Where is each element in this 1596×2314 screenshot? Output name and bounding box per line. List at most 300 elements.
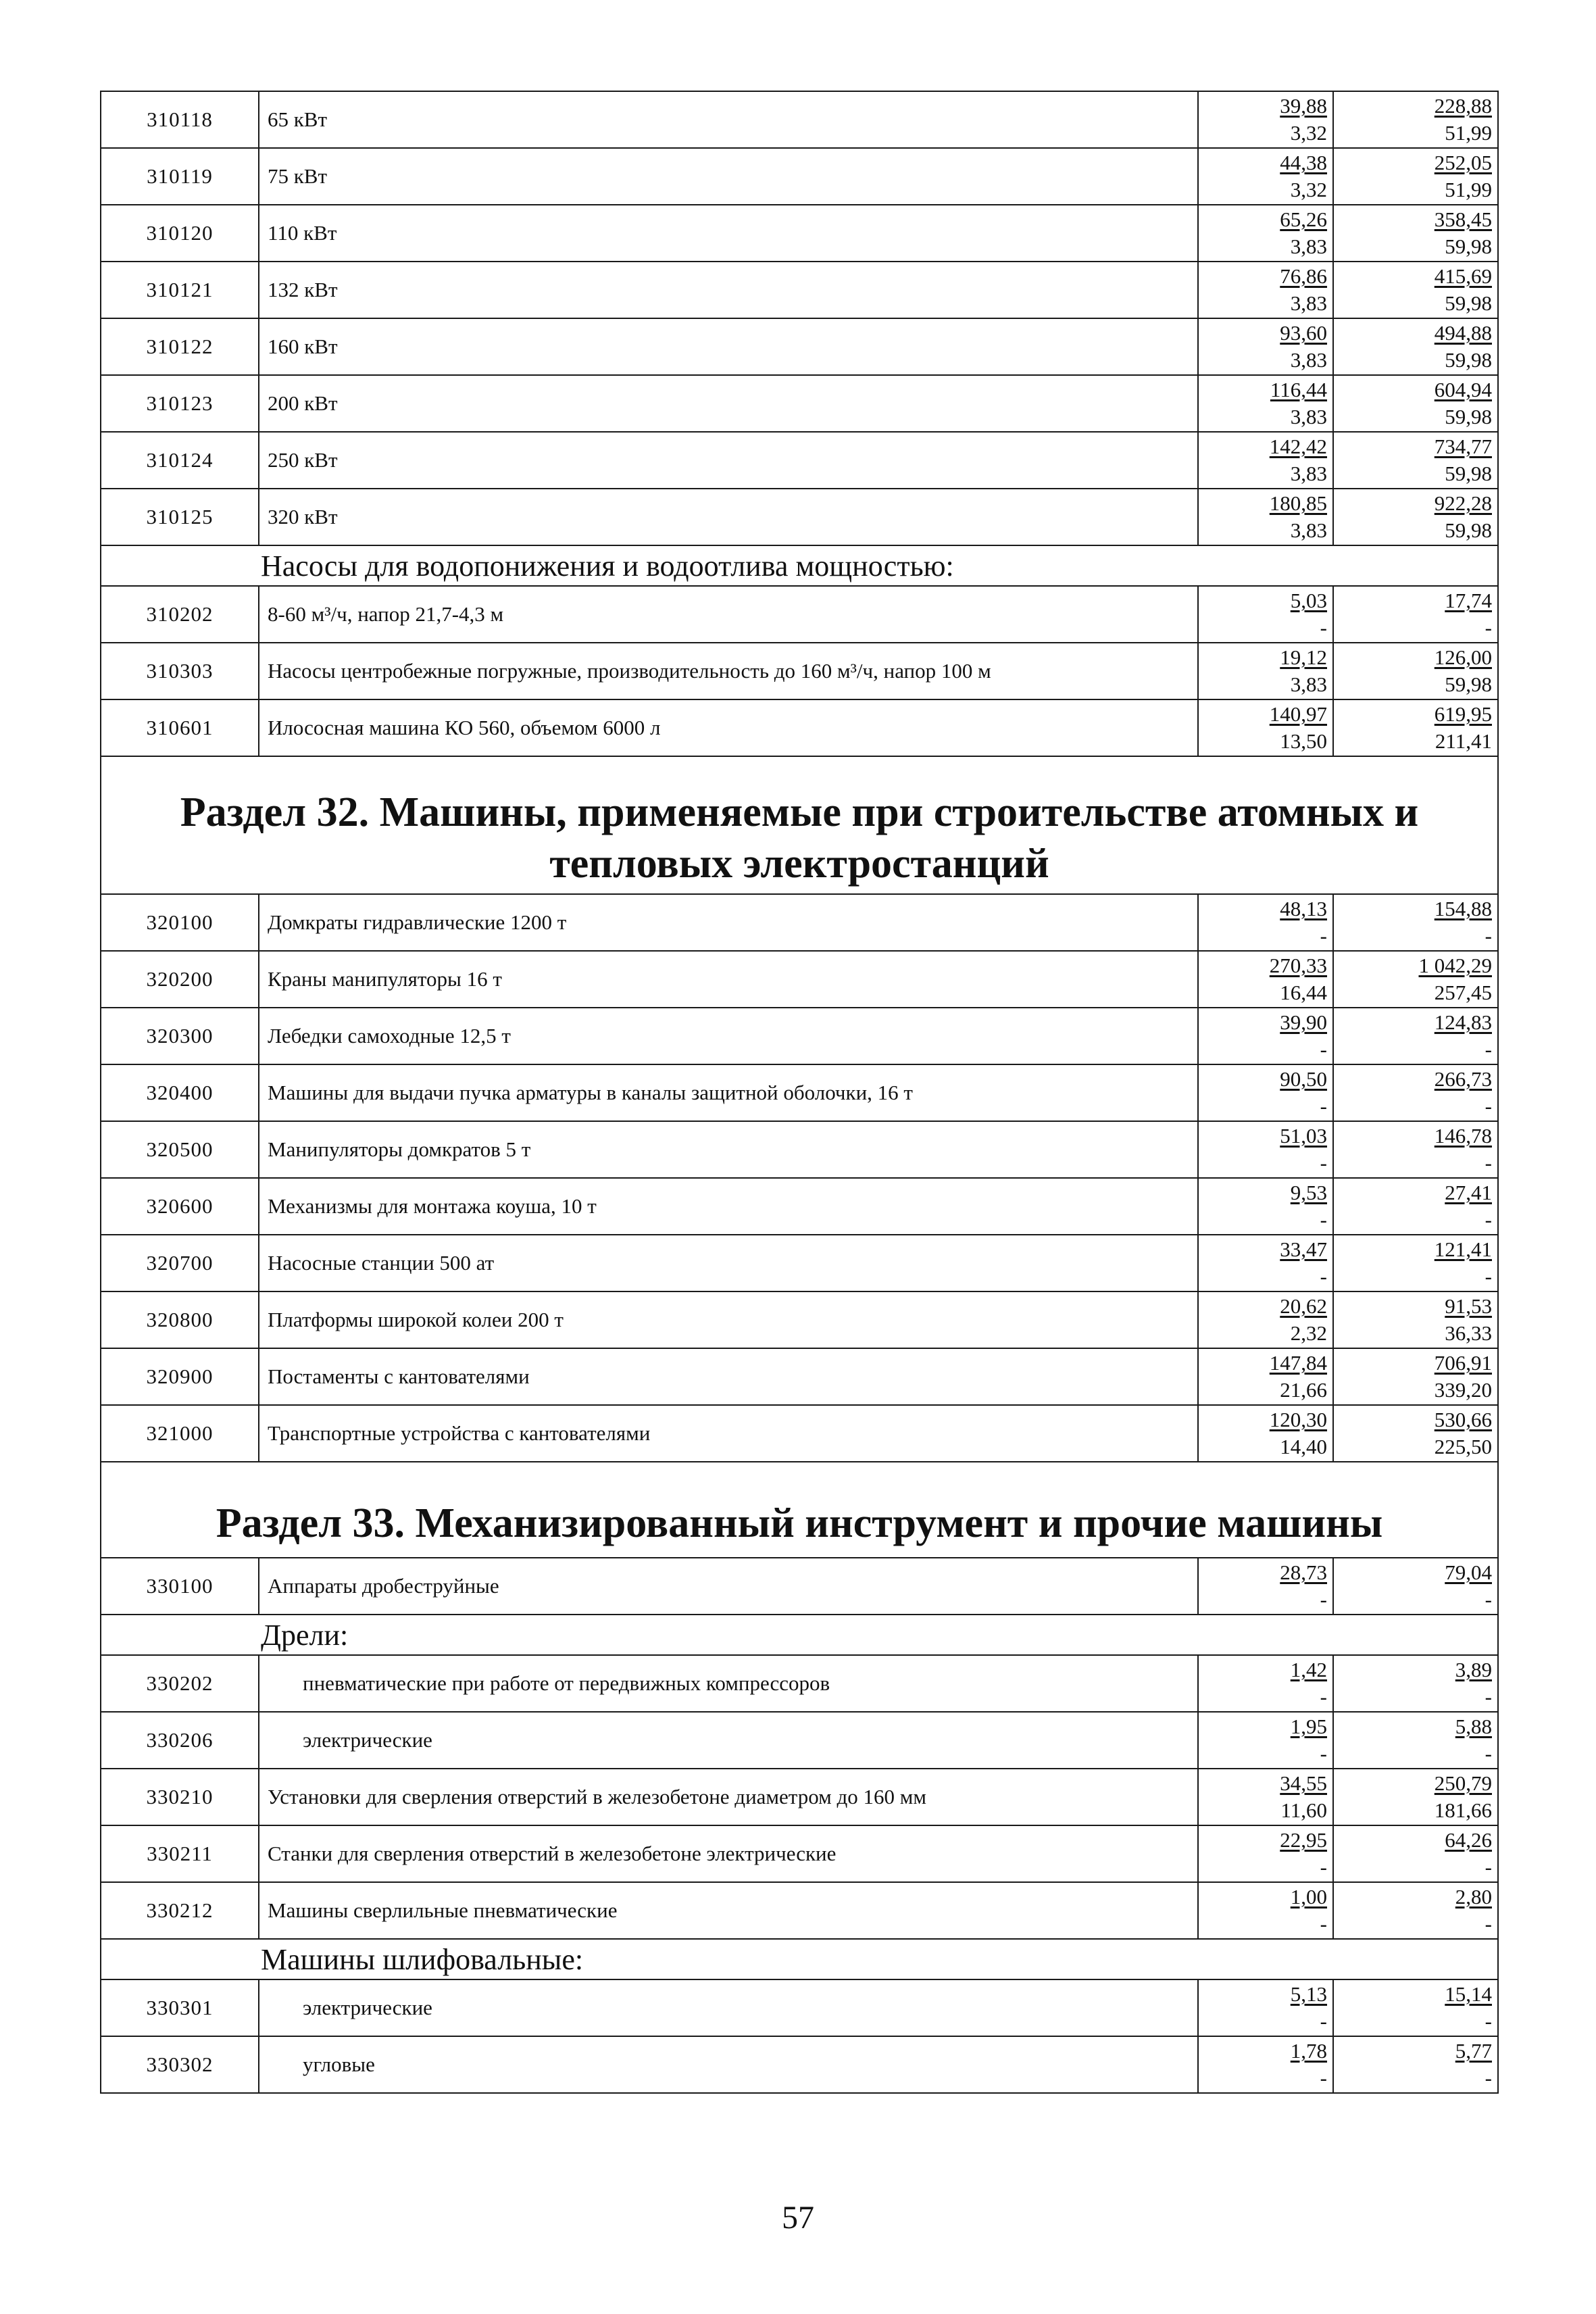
row-v2-cell: [1333, 148, 1498, 205]
table-row: [101, 1882, 1498, 1939]
value-pair: [1334, 1008, 1497, 1064]
row-name: 132 кВт: [259, 262, 1198, 318]
row-code: 330302: [101, 2036, 259, 2093]
row-v2-cell: [1333, 1291, 1498, 1348]
row-v1-cell: [1198, 318, 1333, 375]
value-pair: [1334, 1065, 1497, 1121]
row-v1-cell: [1198, 489, 1333, 545]
table-row: [101, 148, 1498, 205]
value-bottom: 59,98: [1445, 672, 1492, 696]
row-code: 310123: [101, 375, 259, 432]
row-name: Станки для сверления отверстий в железобетоне электрические: [259, 1825, 1198, 1882]
row-code: 310202: [101, 586, 259, 643]
value-bottom: -: [1320, 1912, 1327, 1936]
row-code: 330202: [101, 1655, 259, 1712]
value-top: 27,41: [1445, 1181, 1492, 1204]
table-row: [101, 1558, 1498, 1615]
value-bottom: -: [1320, 1742, 1327, 1765]
value-pair: [1199, 1179, 1332, 1234]
row-name: 75 кВт: [259, 148, 1198, 205]
value-pair: [1334, 1713, 1497, 1768]
value-bottom: -: [1320, 1685, 1327, 1708]
value-pair: [1334, 489, 1497, 545]
row-name: Платформы широкой колеи 200 т: [259, 1291, 1198, 1348]
value-top: 126,00: [1434, 645, 1492, 669]
value-bottom: 59,98: [1445, 235, 1492, 258]
value-top: 34,55: [1280, 1771, 1327, 1795]
value-pair: [1334, 149, 1497, 204]
table-row: [101, 951, 1498, 1008]
row-v1-cell: [1198, 2036, 1333, 2093]
value-pair: [1334, 1235, 1497, 1291]
row-name: 110 кВт: [259, 205, 1198, 262]
value-bottom: 59,98: [1445, 291, 1492, 315]
row-name: 200 кВт: [259, 375, 1198, 432]
row-v2-cell: [1333, 1178, 1498, 1235]
value-top: 120,30: [1269, 1408, 1327, 1431]
block-drills: [101, 1655, 1498, 1769]
row-name: Машины сверлильные пневматические: [259, 1882, 1198, 1939]
row-v2-cell: [1333, 1348, 1498, 1405]
row-code: 330206: [101, 1712, 259, 1769]
value-bottom: 3,83: [1290, 518, 1327, 542]
value-top: 1,00: [1290, 1885, 1327, 1909]
row-v1-cell: [1198, 1882, 1333, 1939]
row-v1-cell: [1198, 205, 1333, 262]
value-bottom: 16,44: [1280, 981, 1327, 1004]
value-pair: [1334, 1349, 1497, 1404]
value-pair: [1199, 489, 1332, 545]
value-bottom: 3,83: [1290, 462, 1327, 485]
row-v2-cell: [1333, 643, 1498, 699]
value-top: 44,38: [1280, 151, 1327, 174]
table-row: [101, 1348, 1498, 1405]
value-pair: [1199, 1980, 1332, 2036]
table-row: [101, 1178, 1498, 1235]
row-code: 310303: [101, 643, 259, 699]
value-bottom: -: [1320, 1264, 1327, 1288]
value-pair: [1199, 1235, 1332, 1291]
value-pair: [1334, 1980, 1497, 2036]
row-code: 310124: [101, 432, 259, 489]
row-v2-cell: [1333, 699, 1498, 756]
value-pair: [1199, 895, 1332, 950]
value-top: 64,26: [1445, 1828, 1492, 1852]
table-row: [101, 1979, 1498, 2036]
value-pair: [1334, 1558, 1497, 1614]
value-bottom: -: [1485, 1264, 1492, 1288]
value-pair: [1334, 1179, 1497, 1234]
row-name: Постаменты с кантователями: [259, 1348, 1198, 1405]
row-name: Аппараты дробеструйные: [259, 1558, 1198, 1615]
value-top: 22,95: [1280, 1828, 1327, 1852]
value-bottom: 339,20: [1434, 1378, 1492, 1402]
table-row: [101, 1405, 1498, 1462]
row-v2-cell: [1333, 951, 1498, 1008]
row-v1-cell: [1198, 148, 1333, 205]
row-v2-cell: [1333, 1405, 1498, 1462]
value-top: 91,53: [1445, 1294, 1492, 1318]
row-v2-cell: [1333, 1558, 1498, 1615]
value-pair: [1199, 1406, 1332, 1461]
value-bottom: -: [1485, 2009, 1492, 2033]
table-row: [101, 643, 1498, 699]
value-bottom: 21,66: [1280, 1378, 1327, 1402]
row-v2-cell: [1333, 586, 1498, 643]
row-code: 310122: [101, 318, 259, 375]
row-name: Установки для сверления отверстий в железобетоне диаметром до 160 мм: [259, 1769, 1198, 1825]
value-bottom: 3,32: [1290, 178, 1327, 201]
row-v1-cell: [1198, 375, 1333, 432]
value-bottom: -: [1485, 616, 1492, 639]
row-code: 310118: [101, 91, 259, 148]
value-top: 20,62: [1280, 1294, 1327, 1318]
value-pair: [1199, 700, 1332, 756]
table-row: [101, 1235, 1498, 1291]
row-name: угловые: [259, 2036, 1198, 2093]
row-name: Транспортные устройства с кантователями: [259, 1405, 1198, 1462]
row-code: 330100: [101, 1558, 259, 1615]
row-v1-cell: [1198, 1121, 1333, 1178]
value-pair: [1199, 1122, 1332, 1177]
value-bottom: -: [1485, 1587, 1492, 1611]
value-bottom: -: [1320, 2009, 1327, 2033]
value-top: 619,95: [1434, 702, 1492, 726]
value-pair: [1334, 1826, 1497, 1881]
block-section-32: [101, 894, 1498, 1462]
row-code: 330211: [101, 1825, 259, 1882]
row-name: 250 кВт: [259, 432, 1198, 489]
value-bottom: 3,83: [1290, 405, 1327, 428]
value-bottom: 11,60: [1280, 1798, 1327, 1822]
value-top: 2,80: [1455, 1885, 1492, 1909]
document-page: [100, 91, 1497, 2094]
value-pair: [1334, 1769, 1497, 1825]
value-pair: [1199, 1656, 1332, 1711]
section-32-group: [101, 756, 1498, 894]
value-pair: [1334, 262, 1497, 318]
value-pair: [1199, 1769, 1332, 1825]
value-bottom: 59,98: [1445, 518, 1492, 542]
table-row: [101, 894, 1498, 951]
row-v1-cell: [1198, 432, 1333, 489]
value-pair: [1199, 1292, 1332, 1348]
row-code: 321000: [101, 1405, 259, 1462]
value-pair: [1199, 205, 1332, 261]
value-pair: [1199, 1713, 1332, 1768]
value-pair: [1334, 1883, 1497, 1938]
row-name: 8-60 м³/ч, напор 21,7-4,3 м: [259, 586, 1198, 643]
value-bottom: -: [1485, 1151, 1492, 1175]
row-v1-cell: [1198, 643, 1333, 699]
value-bottom: -: [1320, 1151, 1327, 1175]
table-row: [101, 699, 1498, 756]
heading-drills-group: [101, 1615, 1498, 1655]
value-bottom: -: [1320, 1094, 1327, 1118]
value-bottom: -: [1320, 924, 1327, 947]
value-top: 530,66: [1434, 1408, 1492, 1431]
section-33-group: [101, 1462, 1498, 1558]
row-v2-cell: [1333, 262, 1498, 318]
row-v2-cell: [1333, 1882, 1498, 1939]
table-row: [101, 318, 1498, 375]
value-pair: [1334, 319, 1497, 374]
table-row: [101, 1712, 1498, 1769]
value-pair: [1199, 1826, 1332, 1881]
table-row: [101, 489, 1498, 545]
value-bottom: 2,32: [1290, 1321, 1327, 1345]
table-row: [101, 586, 1498, 643]
value-bottom: 59,98: [1445, 462, 1492, 485]
value-bottom: 59,98: [1445, 348, 1492, 372]
value-bottom: -: [1485, 1912, 1492, 1936]
row-v1-cell: [1198, 699, 1333, 756]
value-top: 1,78: [1290, 2039, 1327, 2063]
value-top: 706,91: [1434, 1351, 1492, 1375]
value-pair: [1334, 376, 1497, 431]
value-bottom: -: [1485, 1855, 1492, 1879]
value-top: 79,04: [1445, 1560, 1492, 1584]
row-v2-cell: [1333, 2036, 1498, 2093]
row-v1-cell: [1198, 1769, 1333, 1825]
row-code: 320200: [101, 951, 259, 1008]
value-top: 5,13: [1290, 1982, 1327, 2006]
value-bottom: -: [1485, 1208, 1492, 1231]
value-top: 121,41: [1434, 1237, 1492, 1261]
row-code: 320900: [101, 1348, 259, 1405]
value-top: 604,94: [1434, 378, 1492, 401]
row-v1-cell: [1198, 951, 1333, 1008]
table-row: [101, 1291, 1498, 1348]
block-section-33-a: [101, 1558, 1498, 1615]
value-top: 154,88: [1434, 897, 1492, 920]
value-top: 1,95: [1290, 1715, 1327, 1738]
value-top: 1 042,29: [1418, 954, 1492, 977]
row-v1-cell: [1198, 1558, 1333, 1615]
value-bottom: 13,50: [1280, 729, 1327, 753]
row-v1-cell: [1198, 1655, 1333, 1712]
value-top: 146,78: [1434, 1124, 1492, 1148]
value-bottom: -: [1320, 616, 1327, 639]
row-code: 330212: [101, 1882, 259, 1939]
row-v2-cell: [1333, 91, 1498, 148]
row-code: 310120: [101, 205, 259, 262]
row-v2-cell: [1333, 205, 1498, 262]
row-name: пневматические при работе от передвижных компрессоров: [259, 1655, 1198, 1712]
row-code: 330301: [101, 1979, 259, 2036]
row-code: 310601: [101, 699, 259, 756]
value-top: 5,88: [1455, 1715, 1492, 1738]
value-pair: [1199, 587, 1332, 642]
row-v2-cell: [1333, 894, 1498, 951]
value-pair: [1199, 1883, 1332, 1938]
row-code: 320400: [101, 1064, 259, 1121]
row-code: 310119: [101, 148, 259, 205]
row-v2-cell: [1333, 318, 1498, 375]
value-bottom: -: [1485, 2066, 1492, 2090]
price-table: [100, 91, 1499, 2094]
row-name: Краны манипуляторы 16 т: [259, 951, 1198, 1008]
row-code: 320800: [101, 1291, 259, 1348]
value-top: 90,50: [1280, 1067, 1327, 1091]
row-v2-cell: [1333, 1769, 1498, 1825]
value-pair: [1199, 1558, 1332, 1614]
value-bottom: 14,40: [1280, 1435, 1327, 1458]
value-top: 39,90: [1280, 1010, 1327, 1034]
value-pair: [1199, 433, 1332, 488]
row-code: 310121: [101, 262, 259, 318]
value-top: 266,73: [1434, 1067, 1492, 1091]
row-code: 320600: [101, 1178, 259, 1235]
row-v1-cell: [1198, 91, 1333, 148]
value-bottom: -: [1320, 2066, 1327, 2090]
row-v1-cell: [1198, 1979, 1333, 2036]
row-code: 320300: [101, 1008, 259, 1064]
value-pair: [1199, 376, 1332, 431]
row-v1-cell: [1198, 1348, 1333, 1405]
value-top: 5,03: [1290, 589, 1327, 612]
value-top: 76,86: [1280, 264, 1327, 288]
value-bottom: -: [1485, 1037, 1492, 1061]
row-v2-cell: [1333, 489, 1498, 545]
row-code: 320500: [101, 1121, 259, 1178]
value-top: 415,69: [1434, 264, 1492, 288]
value-pair: [1199, 92, 1332, 147]
value-top: 1,42: [1290, 1658, 1327, 1681]
value-top: 250,79: [1434, 1771, 1492, 1795]
value-bottom: 211,41: [1435, 729, 1492, 753]
value-pair: [1199, 952, 1332, 1007]
value-top: 252,05: [1434, 151, 1492, 174]
row-v1-cell: [1198, 1712, 1333, 1769]
value-top: 65,26: [1280, 207, 1327, 231]
value-bottom: -: [1485, 924, 1492, 947]
value-top: 180,85: [1269, 491, 1327, 515]
row-v2-cell: [1333, 1064, 1498, 1121]
value-bottom: 3,83: [1290, 291, 1327, 315]
value-top: 28,73: [1280, 1560, 1327, 1584]
value-bottom: 257,45: [1434, 981, 1492, 1004]
value-bottom: -: [1320, 1855, 1327, 1879]
row-name: Илососная машина КО 560, объемом 6000 л: [259, 699, 1198, 756]
value-top: 358,45: [1434, 207, 1492, 231]
row-code: 320100: [101, 894, 259, 951]
row-v2-cell: [1333, 1712, 1498, 1769]
block-pumps: [101, 586, 1498, 756]
table-row: [101, 1008, 1498, 1064]
value-pair: [1199, 1065, 1332, 1121]
value-top: 33,47: [1280, 1237, 1327, 1261]
value-pair: [1334, 2037, 1497, 2092]
value-pair: [1199, 1349, 1332, 1404]
row-name: Домкраты гидравлические 1200 т: [259, 894, 1198, 951]
value-bottom: -: [1320, 1208, 1327, 1231]
value-top: 93,60: [1280, 321, 1327, 345]
row-v2-cell: [1333, 1979, 1498, 2036]
value-pair: [1334, 587, 1497, 642]
value-pair: [1334, 1406, 1497, 1461]
value-pair: [1334, 700, 1497, 756]
row-code: 330210: [101, 1769, 259, 1825]
value-top: 3,89: [1455, 1658, 1492, 1681]
heading-pumps: Насосы для водопонижения и водоотлива мощностью:: [101, 545, 1498, 586]
row-v2-cell: [1333, 432, 1498, 489]
row-name: Манипуляторы домкратов 5 т: [259, 1121, 1198, 1178]
row-v1-cell: [1198, 1178, 1333, 1235]
table-row: [101, 91, 1498, 148]
section-32-title: Раздел 32. Машины, применяемые при строительстве атомных и тепловых электростанций: [101, 756, 1498, 894]
table-row: [101, 2036, 1498, 2093]
row-v2-cell: [1333, 1121, 1498, 1178]
value-bottom: 3,32: [1290, 121, 1327, 145]
table-row: [101, 1121, 1498, 1178]
row-v1-cell: [1198, 894, 1333, 951]
value-pair: [1199, 319, 1332, 374]
table-row: [101, 205, 1498, 262]
row-name: электрические: [259, 1712, 1198, 1769]
row-v1-cell: [1198, 1825, 1333, 1882]
value-pair: [1334, 1292, 1497, 1348]
value-pair: [1199, 2037, 1332, 2092]
value-bottom: 3,83: [1290, 348, 1327, 372]
value-top: 15,14: [1445, 1982, 1492, 2006]
value-top: 494,88: [1434, 321, 1492, 345]
value-pair: [1334, 895, 1497, 950]
row-v2-cell: [1333, 1235, 1498, 1291]
value-top: 734,77: [1434, 435, 1492, 458]
row-v1-cell: [1198, 586, 1333, 643]
block-drilling-machines: [101, 1769, 1498, 1939]
value-top: 51,03: [1280, 1124, 1327, 1148]
value-top: 5,77: [1455, 2039, 1492, 2063]
table-row: [101, 1064, 1498, 1121]
page-number: 57: [782, 2200, 814, 2236]
row-v2-cell: [1333, 375, 1498, 432]
value-top: 228,88: [1434, 94, 1492, 118]
row-name: Механизмы для монтажа коуша, 10 т: [259, 1178, 1198, 1235]
row-name: 320 кВт: [259, 489, 1198, 545]
value-top: 124,83: [1434, 1010, 1492, 1034]
row-name: 160 кВт: [259, 318, 1198, 375]
table-row: [101, 1825, 1498, 1882]
row-v1-cell: [1198, 1064, 1333, 1121]
row-v2-cell: [1333, 1655, 1498, 1712]
value-pair: [1334, 92, 1497, 147]
table-row: [101, 262, 1498, 318]
value-top: 142,42: [1269, 435, 1327, 458]
value-bottom: -: [1485, 1742, 1492, 1765]
value-pair: [1199, 149, 1332, 204]
value-pair: [1334, 952, 1497, 1007]
value-pair: [1334, 1656, 1497, 1711]
value-bottom: -: [1485, 1685, 1492, 1708]
value-top: 48,13: [1280, 897, 1327, 920]
row-name: 65 кВт: [259, 91, 1198, 148]
section-33-title: Раздел 33. Механизированный инструмент и прочие машины: [101, 1462, 1498, 1558]
value-top: 19,12: [1280, 645, 1327, 669]
value-bottom: 59,98: [1445, 405, 1492, 428]
row-code: 310125: [101, 489, 259, 545]
row-v1-cell: [1198, 1008, 1333, 1064]
block-pumps-by-power: [101, 91, 1498, 545]
row-name: Насосы центробежные погружные, производительность до 160 м³/ч, напор 100 м: [259, 643, 1198, 699]
value-bottom: 3,83: [1290, 672, 1327, 696]
value-bottom: -: [1485, 1094, 1492, 1118]
value-pair: [1334, 1122, 1497, 1177]
value-bottom: -: [1320, 1587, 1327, 1611]
value-top: 922,28: [1434, 491, 1492, 515]
value-pair: [1199, 262, 1332, 318]
